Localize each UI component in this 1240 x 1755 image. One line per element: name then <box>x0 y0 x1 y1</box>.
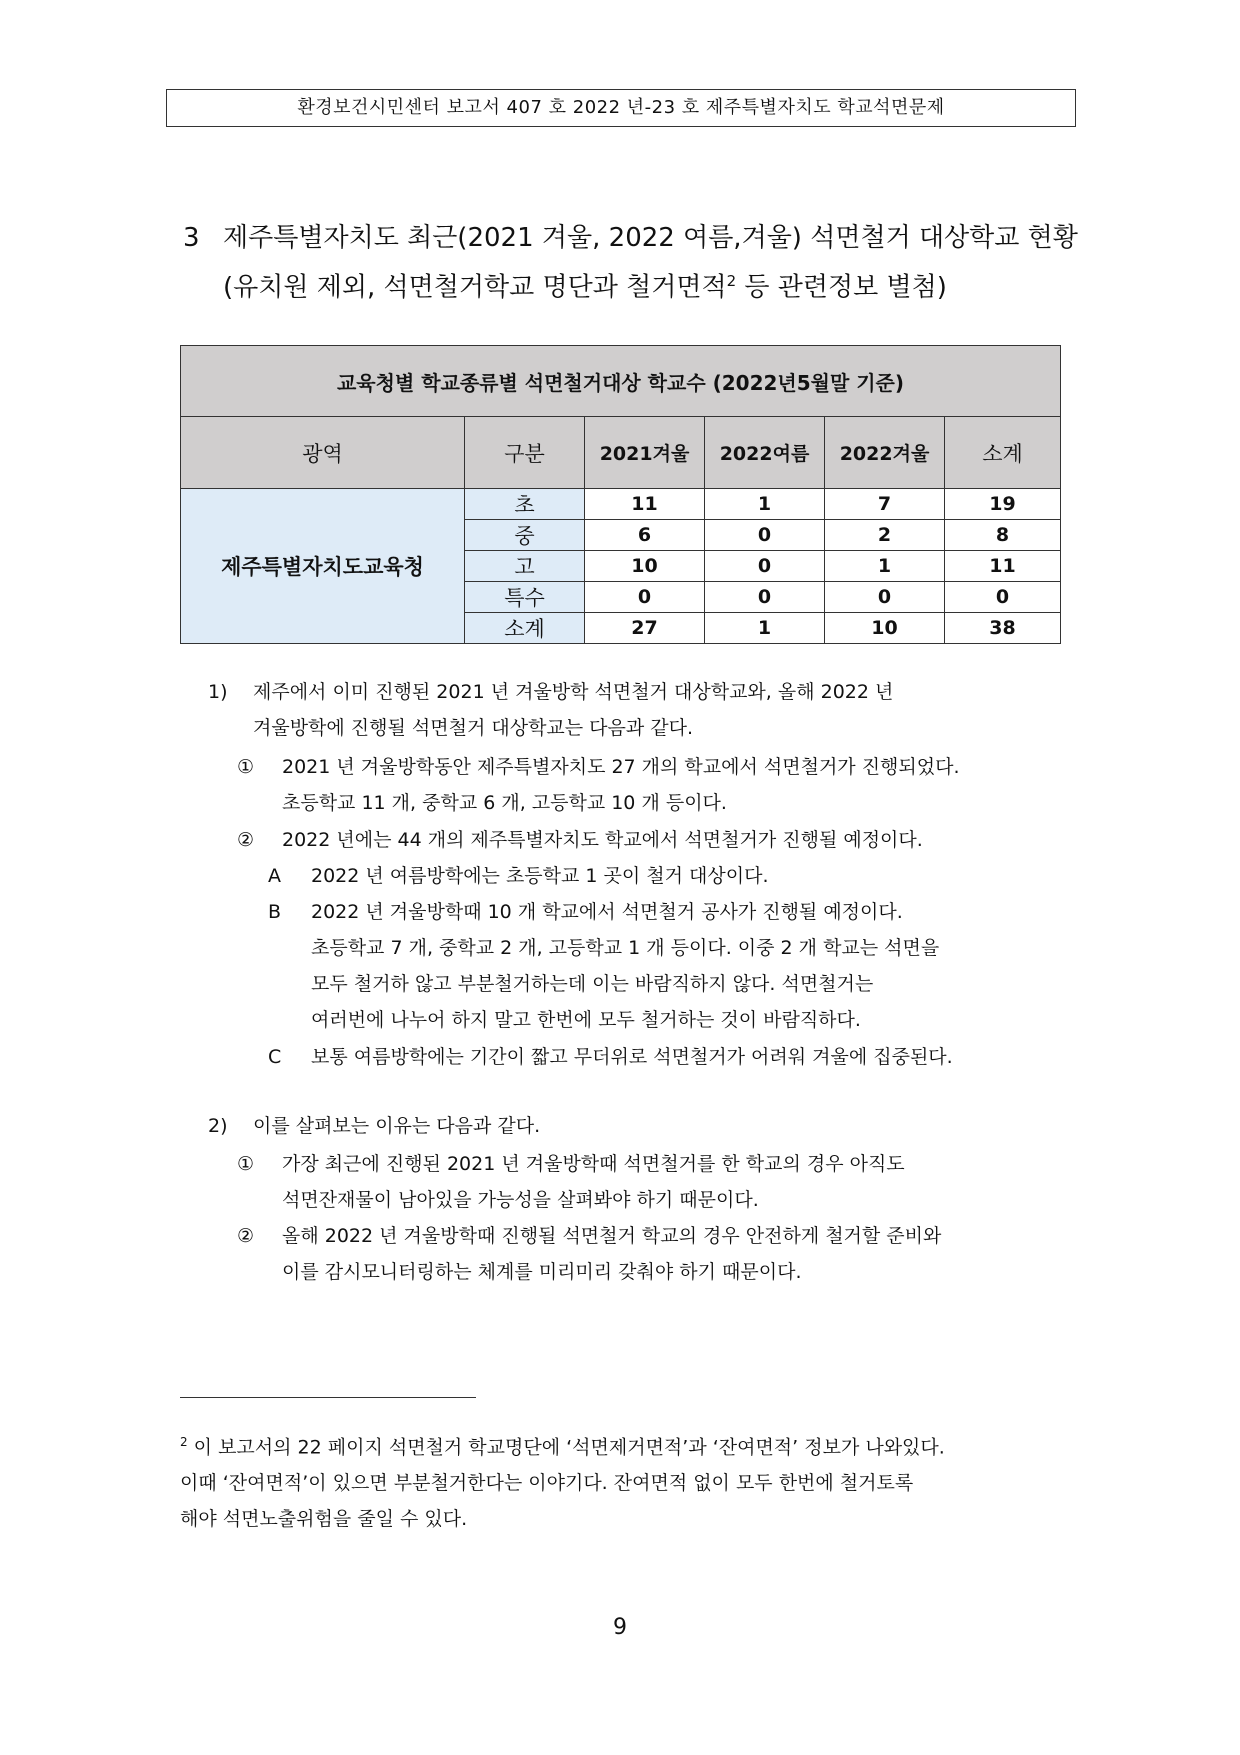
column-header: 2022겨울 <box>825 417 945 489</box>
report-header: 환경보건시민센터 보고서 407 호 2022 년-23 호 제주특별자치도 학교석면문제 <box>166 89 1076 127</box>
list-item-text: 가장 최근에 진행된 2021 년 겨울방학때 석면철거를 한 학교의 경우 아직도 <box>282 1153 905 1175</box>
kind-cell: 고 <box>465 551 585 582</box>
list-marker: 1) <box>208 681 228 703</box>
list-item-text: 2022 년 여름방학에는 초등학교 1 곳이 철거 대상이다. <box>311 865 769 887</box>
list-item-text: 2021 년 겨울방학동안 제주특별자치도 27 개의 학교에서 석면철거가 진행되었다. <box>282 756 960 778</box>
list-item-text: 이를 감시모니터링하는 체계를 미리미리 갖춰야 하기 때문이다. <box>282 1261 802 1283</box>
region-cell: 제주특별자치도교육청 <box>181 489 465 644</box>
value-cell: 8 <box>945 520 1061 551</box>
value-cell: 10 <box>585 551 705 582</box>
value-cell: 0 <box>705 582 825 613</box>
value-cell: 0 <box>585 582 705 613</box>
list-marker: ② <box>237 829 255 851</box>
list-marker: ① <box>237 1153 255 1175</box>
column-header: 2021겨울 <box>585 417 705 489</box>
page-number: 9 <box>613 1615 627 1640</box>
value-cell: 38 <box>945 613 1061 644</box>
value-cell: 1 <box>705 489 825 520</box>
value-cell: 11 <box>945 551 1061 582</box>
value-cell: 0 <box>945 582 1061 613</box>
list-item-text: 초등학교 7 개, 중학교 2 개, 고등학교 1 개 등이다. 이중 2 개 학교는 석면을 <box>311 937 940 959</box>
footnote-number: 2 <box>180 1435 188 1449</box>
list-marker: 2) <box>208 1115 228 1137</box>
column-header: 구분 <box>465 417 585 489</box>
footnote <box>180 1424 1060 1537</box>
list-marker: A <box>268 865 281 887</box>
value-cell: 7 <box>825 489 945 520</box>
kind-cell: 소계 <box>465 613 585 644</box>
value-cell: 11 <box>585 489 705 520</box>
list-item-text: 석면잔재물이 남아있을 가능성을 살펴봐야 하기 때문이다. <box>282 1189 759 1211</box>
list-item-text: 초등학교 11 개, 중학교 6 개, 고등학교 10 개 등이다. <box>282 792 727 814</box>
footnote-text: 해야 석면노출위험을 줄일 수 있다. <box>180 1508 468 1531</box>
list-item-text: 제주에서 이미 진행된 2021 년 겨울방학 석면철거 대상학교와, 올해 2022 년 <box>253 681 894 703</box>
list-marker: ② <box>237 1225 255 1247</box>
list-item-text: 2022 년에는 44 개의 제주특별자치도 학교에서 석면철거가 진행될 예정이다. <box>282 829 923 851</box>
footnote-text: 이때 ‘잔여면적’이 있으면 부분철거한다는 이야기다. 잔여면적 없이 모두 한번에 철거토록 <box>180 1472 914 1495</box>
list-marker: ① <box>237 756 255 778</box>
list-item-text: 여러번에 나누어 하지 말고 한번에 모두 철거하는 것이 바람직하다. <box>311 1009 861 1031</box>
value-cell: 2 <box>825 520 945 551</box>
list-marker: B <box>268 901 282 923</box>
value-cell: 27 <box>585 613 705 644</box>
school-count-table <box>180 345 1061 644</box>
value-cell: 0 <box>705 520 825 551</box>
list-item-text: 이를 살펴보는 이유는 다음과 같다. <box>253 1115 541 1137</box>
kind-cell: 중 <box>465 520 585 551</box>
list-marker: C <box>268 1046 282 1068</box>
value-cell: 10 <box>825 613 945 644</box>
footnote-text: 이 보고서의 22 페이지 석면철거 학교명단에 ‘석면제거면적’과 ‘잔여면적’ 정보가 나와있다. <box>187 1436 945 1459</box>
value-cell: 0 <box>825 582 945 613</box>
section-title <box>183 217 1083 310</box>
value-cell: 6 <box>585 520 705 551</box>
column-header: 2022여름 <box>705 417 825 489</box>
section-number: 3 <box>183 223 200 253</box>
kind-cell: 초 <box>465 489 585 520</box>
value-cell: 19 <box>945 489 1061 520</box>
list-item-text: 모두 철거하 않고 부분철거하는데 이는 바람직하지 않다. 석면철거는 <box>311 973 874 995</box>
list-item-text: 보통 여름방학에는 기간이 짧고 무더위로 석면철거가 어려워 겨울에 집중된다. <box>311 1046 953 1068</box>
section-title-line1: 제주특별자치도 최근(2021 겨울, 2022 여름,겨울) 석면철거 대상학교 현황 <box>223 223 1078 253</box>
list-item-text: 2022 년 겨울방학때 10 개 학교에서 석면철거 공사가 진행될 예정이다. <box>311 901 903 923</box>
table-caption: 교육청별 학교종류별 석면철거대상 학교수 (2022년5월말 기준) <box>181 346 1061 417</box>
footnote-ref: 2 <box>726 272 737 290</box>
column-header: 광역 <box>181 417 465 489</box>
value-cell: 0 <box>705 551 825 582</box>
footnote-divider <box>180 1397 476 1398</box>
kind-cell: 특수 <box>465 582 585 613</box>
section-title-line2: (유치원 제외, 석면철거학교 명단과 철거면적$^2$ 등 관련정보 별첨) <box>223 272 947 303</box>
list-item-text: 올해 2022 년 겨울방학때 진행될 석면철거 학교의 경우 안전하게 철거할 준비와 <box>282 1225 942 1247</box>
table-row <box>181 489 1061 520</box>
value-cell: 1 <box>825 551 945 582</box>
column-header: 소계 <box>945 417 1061 489</box>
value-cell: 1 <box>705 613 825 644</box>
list-item-text: 겨울방학에 진행될 석면철거 대상학교는 다음과 같다. <box>253 717 694 739</box>
